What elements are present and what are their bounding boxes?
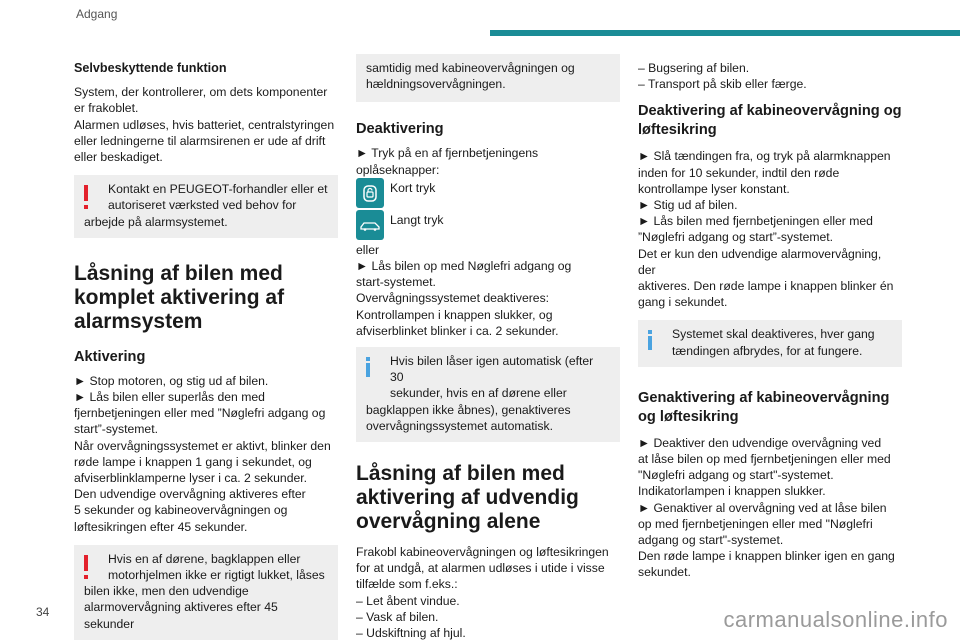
text-line: inden for 10 sekunder, indtil den røde — [638, 165, 840, 180]
text-line: fjernbetjeningen eller med ”Nøglefri adgang og — [74, 406, 326, 421]
watermark: carmanualsonline.info — [723, 607, 948, 632]
column-2 — [356, 54, 620, 640]
title-line: overvågning alene — [356, 510, 541, 534]
text-line: ► Slå tændingen fra, og tryk på alarmknappen — [638, 149, 891, 164]
paragraph-udvendig — [356, 544, 620, 640]
text-line: Det er kun den udvendige alarmovervågning, der — [638, 246, 882, 277]
text-line: start”-systemet. — [74, 422, 158, 437]
text-line: start-systemet. — [356, 275, 436, 290]
section-label: Adgang — [76, 7, 118, 21]
text-line: Kontrollampen i knappen slukker, og — [356, 307, 553, 322]
text-line: eller ledningerne til alarmsirenen er ude af drift — [74, 133, 326, 148]
text-line: Alarmen udløses, hvis batteriet, centralstyringen — [74, 117, 335, 132]
text-line: ► Lås bilen op med Nøglefri adgang og — [356, 259, 572, 274]
text-line: 5 sekunder og kabineovervågningen og — [74, 503, 288, 518]
text-line: røde lampe i knappen 1 gang i sekundet, og — [74, 454, 312, 469]
heading-line: løftesikring — [638, 122, 717, 139]
text-line: adgang og start"-systemet. — [638, 533, 784, 548]
text-line: arbejde på alarmsystemet. — [84, 214, 228, 229]
heading-deaktivering: Deaktivering — [356, 121, 444, 138]
text-line: tilfælde som f.eks.: — [356, 577, 458, 592]
key-long-label: Langt tryk — [390, 212, 444, 227]
text-line: aktiveres. Den røde lampe i knappen blinker én — [638, 279, 894, 294]
car-unlock-icon — [356, 210, 384, 240]
column-1 — [74, 54, 338, 640]
info-icon — [366, 363, 370, 377]
text-line: for at undgå, at alarmen udløses i utide i visse — [356, 561, 605, 576]
paragraph-genaktivering — [638, 435, 902, 581]
text-line: afviserblinket blinker i ca. 2 sekunder. — [356, 323, 559, 338]
text-line: gang i sekundet. — [638, 295, 728, 310]
text-line: Overvågningssystemet deaktiveres: — [356, 291, 550, 306]
text-line: Hvis bilen låser igen automatisk (efter 30 — [390, 354, 594, 385]
text-line: alarmovervågning aktiveres efter 45 sekunder — [84, 600, 278, 631]
text-line: System, der kontrollerer, om dets komponenter — [74, 85, 328, 100]
unlock-key-icon — [356, 178, 384, 208]
paragraph-deaktivering — [356, 242, 620, 339]
text-line: ► Lås bilen med fjernbetjeningen eller med — [638, 214, 873, 229]
text-line: kontrollampe lyser konstant. — [638, 181, 790, 196]
heading-selvbeskyttende: Selvbeskyttende funktion — [74, 61, 227, 75]
text-line: eller beskadiget. — [74, 150, 163, 165]
section-title-udvendig — [356, 462, 620, 534]
title-line: Låsning af bilen med — [356, 462, 565, 486]
info-icon — [648, 336, 652, 350]
key-long-press — [356, 210, 620, 240]
column-3 — [638, 54, 902, 581]
text-line: – Let åbent vindue. — [356, 593, 460, 608]
note-continued — [356, 54, 620, 102]
text-line: bagklappen ikke åbnes), genaktiveres — [366, 402, 571, 417]
text-line: eller — [356, 242, 380, 257]
text-line: afviserblinklamperne lyser i ca. 2 sekunder. — [74, 471, 308, 486]
section-title-komplet — [74, 262, 338, 334]
text-line: ”Nøglefri adgang og start”-systemet. — [638, 230, 834, 245]
warning-note — [74, 175, 338, 238]
text-line: hældningsovervågningen. — [366, 77, 506, 92]
text-line: op med fjernbetjeningen eller med "Nøglefri — [638, 516, 873, 531]
text-line: tændingen afbrydes, for at fungere. — [672, 343, 863, 358]
text-line: Den udvendige overvågning aktiveres efter — [74, 487, 306, 502]
text-line: Frakobl kabineovervågningen og løftesikringen — [356, 545, 609, 560]
heading-line: Deaktivering af kabineovervågning og — [638, 103, 902, 120]
text-line: Hvis en af dørene, bagklappen eller — [108, 551, 301, 566]
text-line: – Bugsering af bilen. — [638, 61, 750, 75]
page-number: 34 — [36, 605, 50, 619]
text-line: Systemet skal deaktiveres, hver gang — [672, 327, 875, 342]
text-line: ► Stop motoren, og stig ud af bilen. — [74, 373, 269, 388]
text-line: bilen ikke, men den udvendige — [84, 584, 249, 599]
text-line: ► Genaktiver al overvågning ved at låse bilen — [638, 500, 887, 515]
text-line: – Transport på skib eller færge. — [638, 77, 807, 92]
text-line: Den røde lampe i knappen blinker igen en gang — [638, 549, 895, 564]
text-line: er frakoblet. — [74, 101, 139, 116]
paragraph-deaktivering-kabine — [638, 148, 902, 310]
text-line: Indikatorlampen i knappen slukker. — [638, 484, 826, 499]
text-line: overvågningssystemet automatisk. — [366, 418, 553, 433]
text-line: løftesikringen efter 45 sekunder. — [74, 519, 248, 534]
info-note — [356, 347, 620, 442]
text-line: sekunder, hvis en af dørene eller — [390, 386, 567, 401]
text-line: ► Tryk på en af fjernbetjeningens — [356, 146, 539, 161]
text-line: sekundet. — [638, 565, 691, 580]
text-line: oplåseknapper: — [356, 162, 440, 177]
paragraph-aktivering — [74, 373, 338, 535]
header-accent-bar — [490, 30, 960, 36]
text-line: at låse bilen op med fjernbetjeningen eller med — [638, 452, 891, 467]
text-line: ► Stig ud af bilen. — [638, 198, 738, 213]
text-line: Når overvågningssystemet er aktivt, blinker den — [74, 438, 331, 453]
info-note — [638, 320, 902, 366]
heading-deaktivering-kabine — [638, 102, 902, 140]
title-line: Låsning af bilen med — [74, 261, 283, 285]
paragraph-selvbeskyttende — [74, 84, 338, 165]
title-line: alarmsystem — [74, 309, 203, 333]
text-line: – Udskiftning af hjul. — [356, 626, 466, 640]
text-line: ► Deaktiver den udvendige overvågning ved — [638, 435, 882, 450]
key-short-press — [356, 178, 620, 208]
title-line: komplet aktivering af — [74, 285, 285, 309]
heading-line: og løftesikring — [638, 408, 739, 425]
text-line: samtidig med kabineovervågningen og — [366, 61, 575, 75]
text-line: "Nøglefri adgang og start"-systemet. — [638, 468, 834, 483]
heading-aktivering: Aktivering — [74, 348, 146, 365]
warning-icon — [84, 555, 88, 571]
text-line: motorhjelmen ikke er rigtigt lukket, låses — [108, 568, 325, 583]
heading-line: Genaktivering af kabineovervågning — [638, 389, 890, 406]
text-line: autoriseret værksted ved behov for — [108, 198, 297, 213]
key-short-label: Kort tryk — [390, 180, 436, 195]
text-line: – Vask af bilen. — [356, 609, 439, 624]
warning-note — [74, 545, 338, 640]
warning-icon — [84, 185, 88, 201]
title-line: aktivering af udvendig — [356, 486, 579, 510]
heading-genaktivering — [638, 389, 902, 427]
paragraph-continued — [638, 60, 902, 92]
text-line: ► Lås bilen eller superlås den med — [74, 390, 265, 405]
text-line: Kontakt en PEUGEOT-forhandler eller et — [108, 182, 328, 197]
